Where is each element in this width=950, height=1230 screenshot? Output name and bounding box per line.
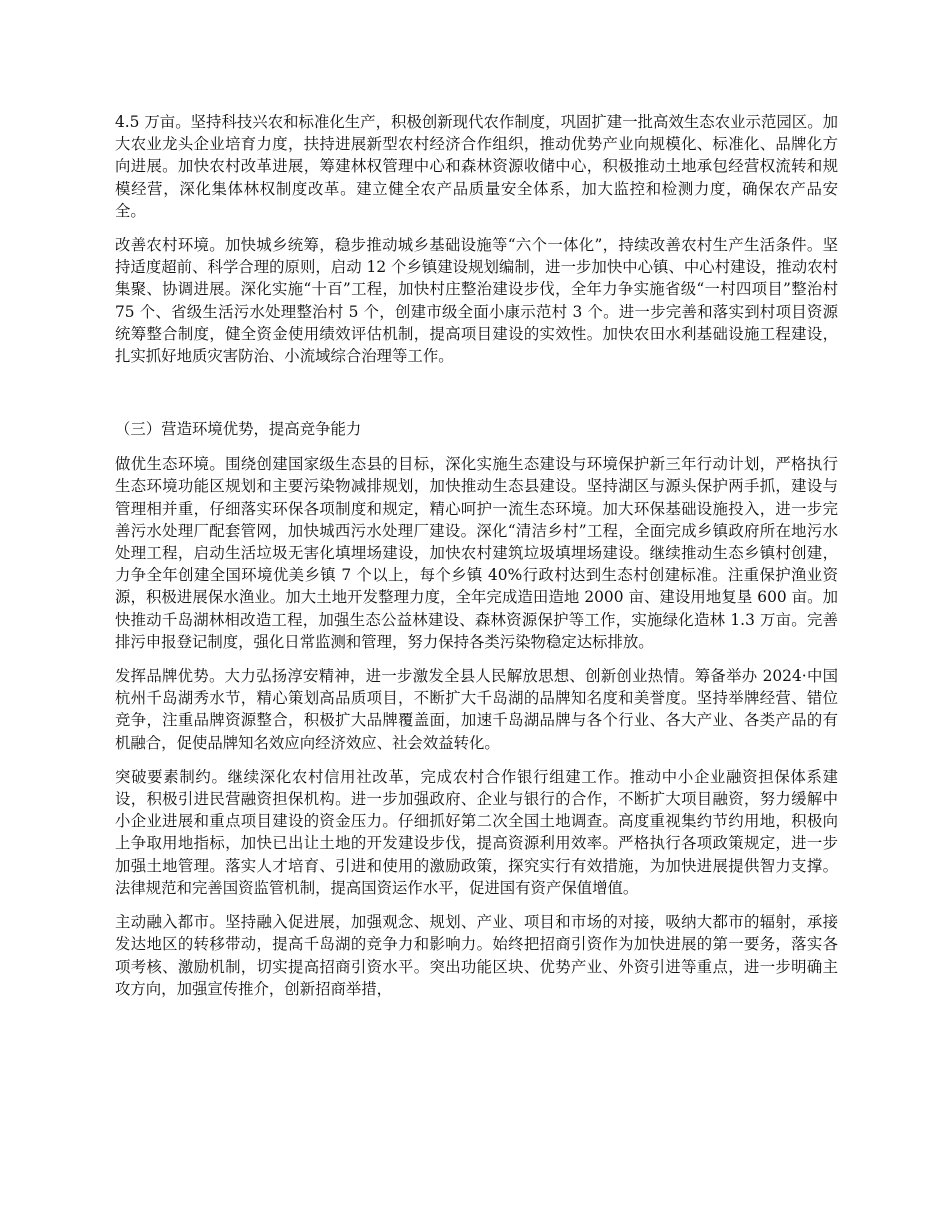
paragraph-brand: 发挥品牌优势。大力弘扬淳安精神，进一步激发全县人民解放思想、创新创业热情。筹备举办 2024·中国杭州千岛湖秀水节，精心策划高品质项目，不断扩大千岛湖的品牌知名度和美誉度。坚持举牌经营、错位竞争，注重品牌资源整合，积极扩大品牌覆盖面，加速千岛湖品牌与各个行业、各大产业、各类产品的有机融合，促使品牌知名效应向经济效应、社会效益转化。 [115,667,838,752]
paragraph-ecology: 做优生态环境。围绕创建国家级生态县的目标，深化实施生态建设与环境保护新三年行动计划，严格执行生态环境功能区规划和主要污染物减排规划，加快推动生态县建设。坚持湖区与源头保护两手抓，建设与管理相并重，仔细落实环保各项制度和规定，精心呵护一流生态环境。加大环保基础设施投入，进一步完善污水处理厂配套管网，加快城西污水处理厂建设。深化“清洁乡村”工程，全面完成乡镇政府所在地污水处理工程，启动生活垃圾无害化填埋场建设，加快农村建筑垃圾填埋场建设。继续推动生态乡镇村创建，力争全年创建全国环境优美乡镇 7 个以上，每个乡镇 40%行政村达到生态村创建标准。注重保护渔业资源，积极进展保水渔业。加大土地开发整理力度，全年完成造田造地 2000 亩、建设用地复垦 600 亩。加快推动千岛湖林相改造工程，加强生态公益林建设、森林资源保护等工作，实施绿化造林 1.3 万亩。完善排污申报登记制度，强化日常监测和管理，努力保持各类污染物稳定达标排放。 [115,455,838,651]
paragraph-factors: 突破要素制约。继续深化农村信用社改革，完成农村合作银行组建工作。推动中小企业融资担保体系建设，积极引进民营融资担保机构。进一步加强政府、企业与银行的合作，不断扩大项目融资，努力缓解中小企业进展和重点项目建设的资金压力。仔细抓好第二次全国土地调查。高度重视集约节约用地，积极向上争取用地指标，加快已出让土地的开发建设步伐，提高资源利用效率。严格执行各项政策规定，进一步加强土地管理。落实人才培育、引进和使用的激励政策，探究实行有效措施，为加快进展提供智力支撑。法律规范和完善国资监管机制，提高国资运作水平，促进国有资产保值增值。 [115,767,838,897]
section-heading: （三）营造环境优势，提高竞争能力 [115,420,362,439]
paragraph-agriculture-continued: 4.5 万亩。坚持科技兴农和标准化生产，积极创新现代农作制度，巩固扩建一批高效生态农业示范园区。加大农业龙头企业培育力度，扶持进展新型农村经济合作组织，推动优势产业向规模化、标准化、品牌化方向进展。加快农村改革进展，筹建林权管理中心和森林资源收储中心，积极推动土地承包经营权流转和规模经营，深化集体林权制度改革。建立健全农产品质量安全体系，加大监控和检测力度，确保农产品安全。 [115,113,838,220]
paragraph-rural-environment: 改善农村环境。加快城乡统筹，稳步推动城乡基础设施等“六个一体化”，持续改善农村生产生活条件。坚持适度超前、科学合理的原则，启动 12 个乡镇建设规划编制，进一步加快中心镇、中心村建设，推动农村集聚、协调进展。深化实施“十百”工程，加快村庄整治建设步伐，全年力争实施省级“一村四项目”整治村 75 个、省级生活污水处理整治村 5 个，创建市级全面小康示范村 3 个。进一步完善和落实到村项目资源统筹整合制度，健全资金使用绩效评估机制，提高项目建设的实效性。加快农田水利基础设施工程建设，扎实抓好地质灾害防治、小流域综合治理等工作。 [115,236,838,366]
paragraph-metropolis: 主动融入都市。坚持融入促进展，加强观念、规划、产业、项目和市场的对接，吸纳大都市的辐射，承接发达地区的转移带动，提高千岛湖的竞争力和影响力。始终把招商引资作为加快进展的第一要务，落实各项考核、激励机制，切实提高招商引资水平。突出功能区块、优势产业、外资引进等重点，进一步明确主攻方向，加强宣传推介，创新招商举措， [115,913,838,998]
document-page [115,111,838,1000]
